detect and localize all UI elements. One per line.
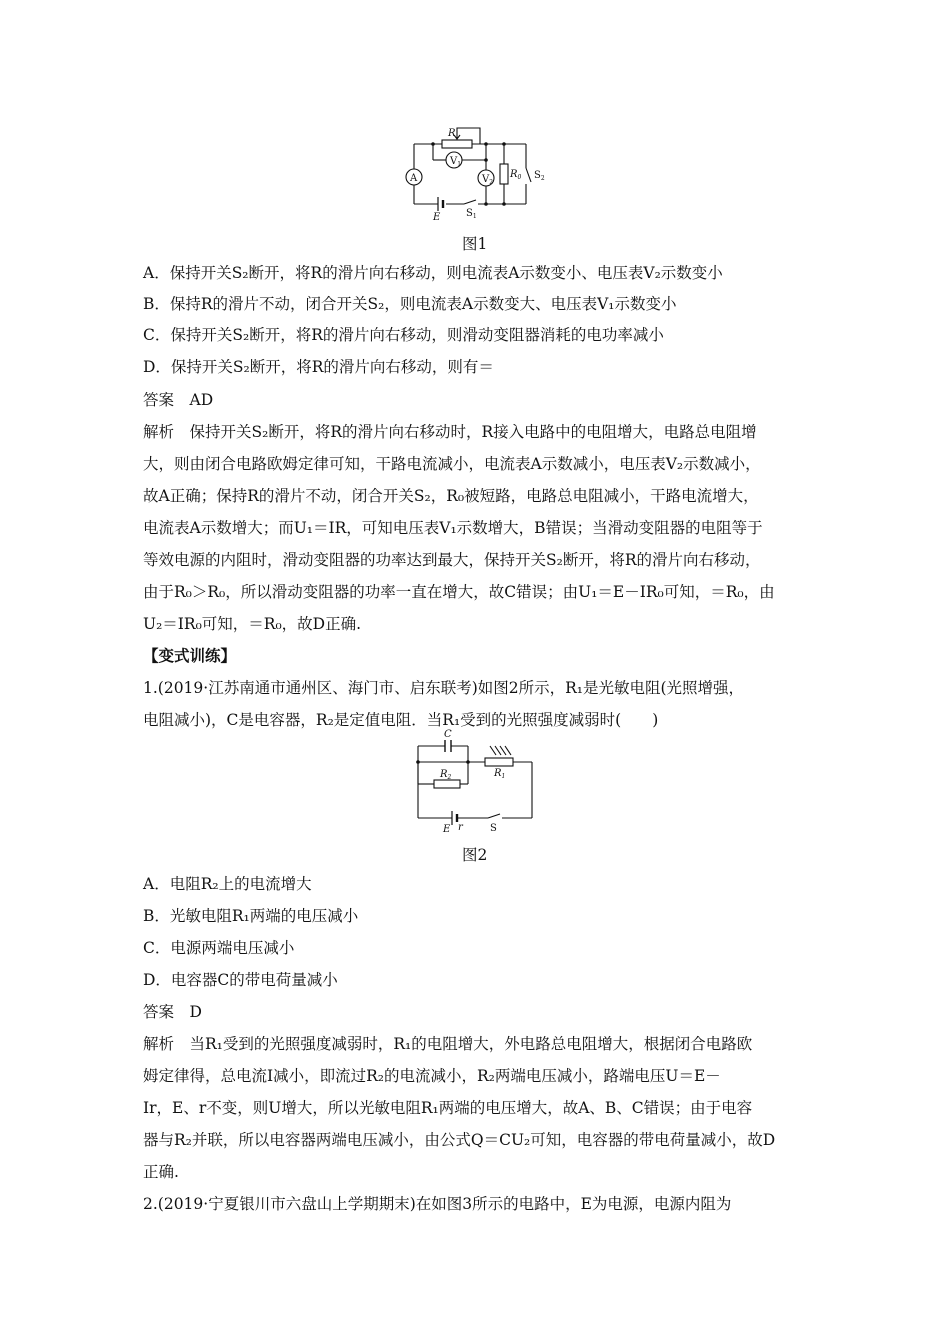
q2-option-c: C．电源两端电压减小	[143, 939, 295, 957]
q1-analysis-line: U₂＝IR₀可知，＝R₀，故D正确.	[143, 615, 362, 633]
label-v1: $V_1$	[450, 156, 462, 168]
label-e: E	[433, 212, 441, 223]
q2-option-a: A．电阻R₂上的电流增大	[143, 875, 312, 893]
label-c: C	[444, 729, 452, 740]
resistor-r0	[500, 164, 508, 184]
q2-option-d: D．电容器C的带电荷量减小	[143, 971, 338, 989]
label-r2: $R_2$	[440, 769, 452, 781]
label-r: r	[458, 822, 463, 833]
figure-2-circuit	[410, 729, 540, 835]
label-s: S	[490, 823, 497, 834]
q1-option-b: B．保持R的滑片不动，闭合开关S₂，则电流表A示数变大、电压表V₁示数变小	[143, 295, 677, 313]
q2-analysis-line: Ir，E、r不变，则U增大，所以光敏电阻R₁两端的电压增大，故A、B、C错误；由于电容	[143, 1099, 753, 1117]
q1-analysis-line: 故A正确；保持R的滑片不动，闭合开关S₂，R₀被短路，电路总电阻减小，干路电流增大，	[143, 487, 759, 505]
photoresistor-r1	[485, 758, 513, 766]
q1-option-d: D．保持开关S₂断开，将R的滑片向右移动，则有＝	[143, 358, 494, 376]
q1-analysis-line: 等效电源的内阻时，滑动变阻器的功率达到最大，保持开关S₂断开，将R的滑片向右移动，	[143, 551, 761, 569]
q2-stem-line: 1.(2019·江苏南通市通州区、海门市、启东联考)如图2所示，R₁是光敏电阻(光照增强，	[143, 679, 745, 697]
section-title: 【变式训练】	[143, 646, 237, 665]
switch-s	[488, 814, 500, 818]
q2-analysis-line: 正确.	[143, 1163, 179, 1181]
q2-analysis-line: 器与R₂并联，所以电容器两端电压减小，由公式Q＝CU₂可知，电容器的带电荷量减小，故D	[143, 1131, 776, 1149]
q1-analysis-line: 由于R₀＞R₀，所以滑动变阻器的功率一直在增大，故C错误；由U₁＝E－IR₀可知，＝R₀，由	[143, 583, 775, 601]
label-a: A	[410, 173, 418, 184]
q2-stem-line: 电阻减小)，C是电容器，R₂是定值电阻．当R₁受到的光照强度减弱时( )	[143, 711, 659, 729]
switch-s1	[464, 200, 476, 204]
resistor-r2	[434, 780, 460, 788]
q2-analysis-line: 解析 当R₁受到的光照强度减弱时，R₁的电阻增大，外电路总电阻增大，根据闭合电路欧	[143, 1035, 753, 1053]
label-s1: $S_1$	[466, 208, 477, 220]
q2-analysis-line: 姆定律得，总电流I减小，即流过R₂的电流减小，R₂两端电压减小，路端电压U＝E－	[143, 1067, 721, 1085]
figure-1-circuit	[400, 124, 560, 223]
switch-s2	[526, 168, 531, 182]
label-r1: $R_1$	[494, 768, 506, 780]
q3-stem-line: 2.(2019·宁夏银川市六盘山上学期期末)在如图3所示的电路中，E为电源，电源内阻为	[143, 1195, 732, 1213]
q2-option-b: B．光敏电阻R₁两端的电压减小	[143, 907, 359, 925]
label-r0: $R_0$	[510, 169, 522, 181]
figure-1-caption: 图1	[462, 235, 488, 253]
rheostat-r	[442, 140, 472, 148]
q1-analysis-line: 解析 保持开关S₂断开，将R的滑片向右移动时，R接入电路中的电阻增大，电路总电阻增	[143, 423, 757, 441]
q1-option-c: C．保持开关S₂断开，将R的滑片向右移动，则滑动变阻器消耗的电功率减小	[143, 326, 664, 344]
label-s2: $S_2$	[534, 170, 545, 182]
q1-analysis-line: 大，则由闭合电路欧姆定律可知，干路电流减小，电流表A示数减小，电压表V₂示数减小，	[143, 455, 761, 473]
figure-2-caption: 图2	[462, 846, 488, 864]
q2-answer: 答案 D	[143, 1003, 202, 1021]
label-r: R	[448, 128, 456, 139]
q1-option-a: A．保持开关S₂断开，将R的滑片向右移动，则电流表A示数变小、电压表V₂示数变小	[143, 264, 723, 282]
label-e: E	[443, 824, 451, 835]
label-v2: $V_2$	[482, 174, 494, 186]
q1-answer: 答案 AD	[143, 391, 214, 409]
q1-analysis-line: 电流表A示数增大；而U₁＝IR，可知电压表V₁示数增大，B错误；当滑动变阻器的电阻等于	[143, 519, 763, 537]
